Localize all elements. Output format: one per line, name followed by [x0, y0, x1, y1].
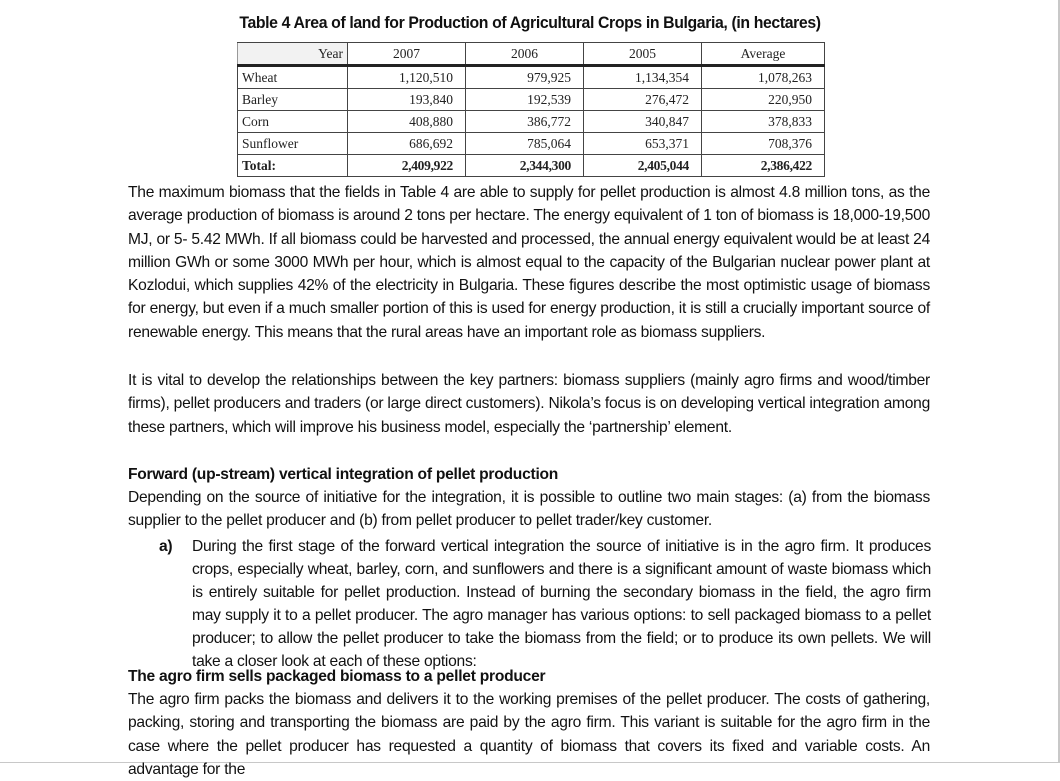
section-heading-forward-integration: Forward (up-stream) vertical integration of pellet production	[128, 466, 559, 483]
table-cell: 192,539	[466, 89, 584, 111]
crop-name: Corn	[238, 111, 348, 133]
column-header: 2006	[466, 43, 584, 66]
list-marker: a)	[159, 538, 173, 555]
table-row	[238, 66, 825, 89]
table-cell: 1,078,263	[702, 66, 825, 89]
table-cell: 276,472	[584, 89, 702, 111]
table-cell: 686,692	[348, 133, 466, 155]
total-cell: 2,409,922	[348, 155, 466, 177]
crop-area-table	[237, 42, 825, 177]
year-corner-label: Year	[238, 43, 348, 66]
total-cell: 2,386,422	[702, 155, 825, 177]
paragraph-key-partners: It is vital to develop the relationships between the key partners: biomass suppliers (mainly agro firms and wood/timber firms), pellet producers and traders (or large direct customers). Nikola’s focus is on developing vertical integration among these partners, which will improve his business model, especially the ‘partnership’ element.	[128, 372, 930, 436]
crop-name: Wheat	[238, 66, 348, 89]
column-header: 2007	[348, 43, 466, 66]
column-header: Average	[702, 43, 825, 66]
table-row	[238, 111, 825, 133]
paragraph-integration-stages: Depending on the source of initiative for the integration, it is possible to outline two main stages: (a) from the biomass supplier to the pellet producer and (b) from pellet producer to pellet trader/key customer.	[128, 489, 930, 530]
table-row	[238, 133, 825, 155]
table-cell: 653,371	[584, 133, 702, 155]
total-cell: 2,344,300	[466, 155, 584, 177]
table-cell: 1,134,354	[584, 66, 702, 89]
table-cell: 785,064	[466, 133, 584, 155]
table-title: Table 4 Area of land for Production of Agricultural Crops in Bulgaria, (in hectares)	[239, 13, 821, 32]
table-cell: 1,120,510	[348, 66, 466, 89]
crop-name: Sunflower	[238, 133, 348, 155]
table-cell: 979,925	[466, 66, 584, 89]
table-cell: 340,847	[584, 111, 702, 133]
table-total-row	[238, 155, 825, 177]
list-item-a	[159, 535, 931, 673]
column-header: 2005	[584, 43, 702, 66]
table-cell: 408,880	[348, 111, 466, 133]
paragraph-biomass-capacity: The maximum biomass that the fields in Table 4 are able to supply for pellet production is almost 4.8 million tons, as the average production of biomass is around 2 tons per hectare. The energy equivalent of 1 ton of biomass is 18,000-19,500 MJ, or 5- 5.42 MWh. If all biomass could be harvested and processed, the annual energy equivalent would be at least 24 million GWh or some 3000 MWh per hour, which is almost equal to the capacity of the Bulgarian nuclear power plant at Kozlodui, which supplies 42% of the electricity in Bulgaria. These figures describe the most optimistic usage of biomass for energy, but even if a much smaller portion of this is used for energy production, it is still a crucially important source of renewable energy. This means that the rural areas have an important role as biomass suppliers.	[128, 184, 930, 341]
total-cell: 2,405,044	[584, 155, 702, 177]
table-row	[238, 89, 825, 111]
table-cell: 386,772	[466, 111, 584, 133]
table-header-row	[238, 43, 825, 66]
crop-name: Barley	[238, 89, 348, 111]
list-item-text: During the first stage of the forward vertical integration the source of initiative is in the agro firm. It produces crops, especially wheat, barley, corn, and sunflowers and there is a significant amount of waste biomass which is entirely suitable for pellet production. Instead of burning the secondary biomass in the field, the agro firm may supply it to a pellet producer. The agro manager has various options: to sell packaged biomass to a pellet producer; to allow the pellet producer to take the biomass from the field; or to produce its own pellets. We will take a closer look at each of these options:	[192, 538, 931, 670]
table-cell: 193,840	[348, 89, 466, 111]
table-cell: 220,950	[702, 89, 825, 111]
table-cell: 378,833	[702, 111, 825, 133]
paragraph-packaged-biomass: The agro firm packs the biomass and delivers it to the working premises of the pellet producer. The costs of gathering, packing, storing and transporting the biomass are paid by the agro firm. This variant is suitable for the agro firm in the case where the pellet producer has requested a quantity of biomass that covers its fixed and variable costs. An advantage for the	[128, 691, 930, 778]
section-heading-packaged-biomass: The agro firm sells packaged biomass to a pellet producer	[128, 668, 546, 685]
table-cell: 708,376	[702, 133, 825, 155]
total-label: Total:	[238, 155, 348, 177]
